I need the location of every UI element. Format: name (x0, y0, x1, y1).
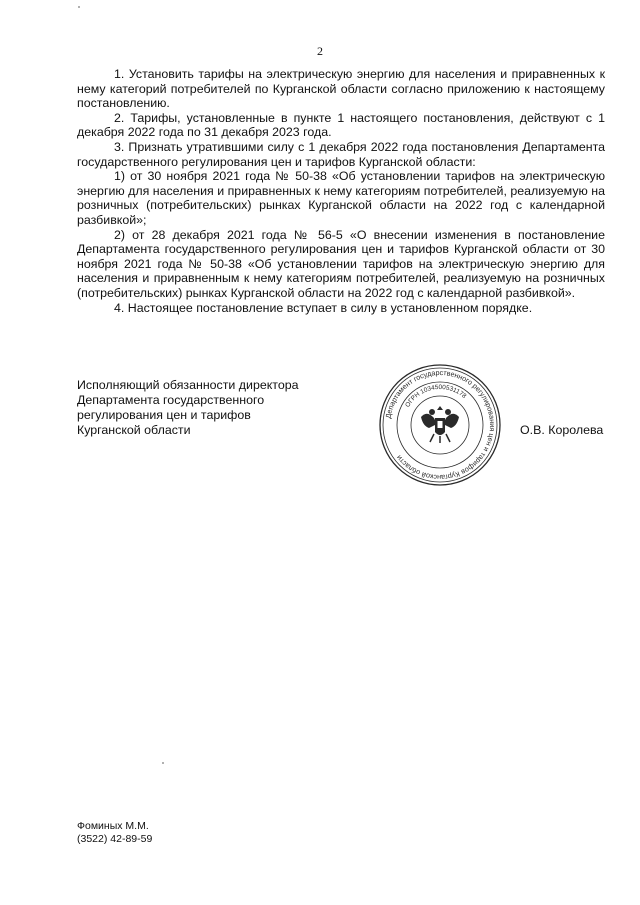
paragraph-1: 1. Установить тарифы на электрическую энергию для населения и приравненных к нему категорий потребителей по Курганской области согласно приложению к настоящему постановлению. (77, 67, 605, 111)
signer-position-line: Курганской области (77, 423, 191, 437)
eagle-emblem-icon (421, 406, 459, 443)
signer-position-line: Департамента государственного (77, 393, 265, 407)
signer-name: О.В. Королева (520, 423, 604, 437)
seal-graphic (377, 362, 503, 488)
executor-name: Фоминых М.М. (77, 820, 149, 832)
official-seal (377, 362, 503, 488)
page-number: 2 (317, 44, 323, 58)
paragraph-4: 4. Настоящее постановление вступает в силу в установленном порядке. (114, 300, 533, 315)
signer-position (77, 378, 317, 438)
footer-contacts (77, 820, 152, 846)
paragraph-3-item-1: 1) от 30 ноября 2021 года № 50-38 «Об установлении тарифов на электрическую энергию для населения и приравненных к нему категориям потребителей, реализуемую на розничных (потребительских) рынках Курганской области на 2022 год с календарной разбивкой»; (77, 169, 605, 227)
scan-speck (162, 762, 164, 764)
paragraph-3-item-2: 2) от 28 декабря 2021 года № 56-5 «О внесении изменения в постановление Департамента государственного регулирования цен и тарифов Курганской области от 30 ноября 2021 года № 50-38 «Об установлении тарифов на электрическую энергию для населения и приравненным к нему категориям потребителей, реализуемую на розничных (потребительских) рынках Курганской области на 2022 год с календарной разбивкой». (77, 227, 605, 300)
document-body (77, 67, 605, 315)
signer-position-line: Исполняющий обязанности директора (77, 378, 299, 392)
signer-position-line: регулирования цен и тарифов (77, 408, 251, 422)
scan-speck (78, 6, 80, 8)
executor-phone: (3522) 42-89-59 (77, 833, 153, 845)
seal-outer-textpath: Департамент государственного регулирования цен и тарифов Курганской области (383, 367, 498, 483)
seal-inner-textpath: ОГРН 1034500531178 (404, 383, 468, 409)
paragraph-3: 3. Признать утратившими силу с 1 декабря 2022 года постановления Департамента государственного регулирования цен и тарифов Курганской области: (77, 139, 605, 169)
paragraph-2: 2. Тарифы, установленные в пункте 1 настоящего постановления, действуют с 1 декабря 2022 года по 31 декабря 2023 года. (77, 110, 605, 140)
